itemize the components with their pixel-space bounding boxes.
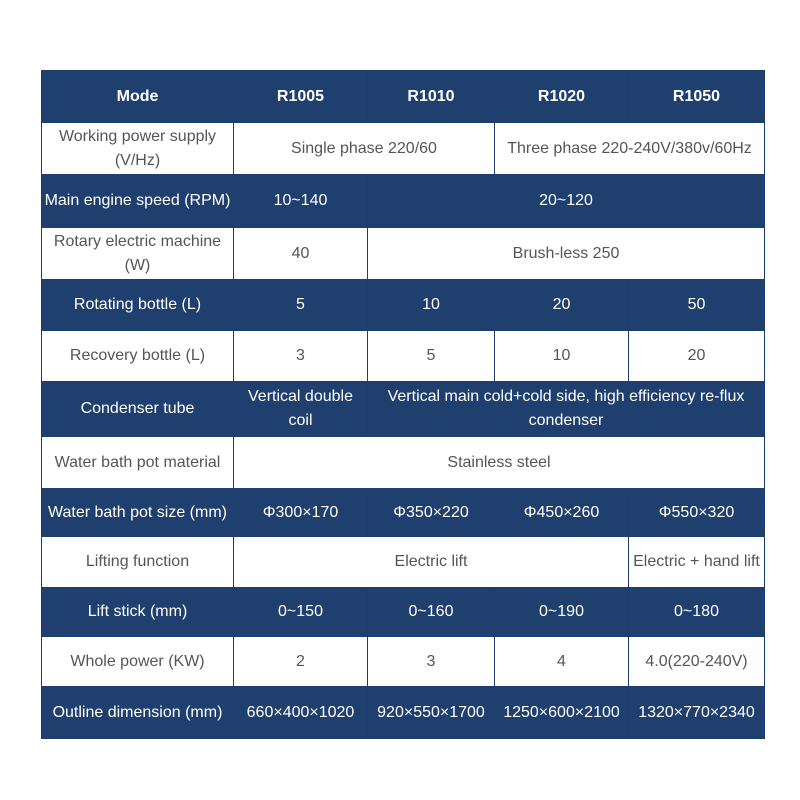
table-cell: 50	[629, 280, 765, 331]
table-cell: Vertical main cold+cold side, high efficiency re-flux condenser	[368, 382, 765, 437]
row-label: Outline dimension (mm)	[42, 687, 234, 739]
header-r1005: R1005	[234, 71, 368, 123]
table-row	[42, 175, 765, 228]
table-cell: 0~180	[629, 588, 765, 637]
table-cell: 10	[495, 331, 629, 382]
table-cell: Electric + hand lift	[629, 537, 765, 588]
table-cell: Brush-less 250	[368, 228, 765, 280]
row-label: Rotary electric machine (W)	[42, 228, 234, 280]
table-row	[42, 637, 765, 687]
table-cell: 1250×600×2100	[495, 687, 629, 739]
table-cell: 20	[495, 280, 629, 331]
row-label: Condenser tube	[42, 382, 234, 437]
table-cell: 4	[495, 637, 629, 687]
row-label: Recovery bottle (L)	[42, 331, 234, 382]
table-cell: Φ550×320	[629, 489, 765, 537]
table-cell: 920×550×1700	[368, 687, 495, 739]
table-row	[42, 228, 765, 280]
spec-table	[41, 70, 765, 739]
table-cell: Single phase 220/60	[234, 123, 495, 175]
table-cell: 40	[234, 228, 368, 280]
row-label: Working power supply (V/Hz)	[42, 123, 234, 175]
header-r1050: R1050	[629, 71, 765, 123]
header-row	[42, 71, 765, 123]
row-label: Rotating bottle (L)	[42, 280, 234, 331]
table-row	[42, 331, 765, 382]
table-cell: 20~120	[368, 175, 765, 228]
table-cell: 5	[368, 331, 495, 382]
table-cell: 10	[368, 280, 495, 331]
table-cell: 2	[234, 637, 368, 687]
table-cell: Φ350×220	[368, 489, 495, 537]
table-cell: Φ300×170	[234, 489, 368, 537]
table-cell: 660×400×1020	[234, 687, 368, 739]
table-cell: 0~160	[368, 588, 495, 637]
row-label: Main engine speed (RPM)	[42, 175, 234, 228]
table-row	[42, 123, 765, 175]
table-row	[42, 437, 765, 489]
row-label: Whole power (KW)	[42, 637, 234, 687]
table-row	[42, 537, 765, 588]
row-label: Lift stick (mm)	[42, 588, 234, 637]
row-label: Water bath pot material	[42, 437, 234, 489]
header-mode: Mode	[42, 71, 234, 123]
header-r1010: R1010	[368, 71, 495, 123]
table-cell: 0~190	[495, 588, 629, 637]
table-cell: Three phase 220-240V/380v/60Hz	[495, 123, 765, 175]
table-cell: Electric lift	[234, 537, 629, 588]
table-row	[42, 588, 765, 637]
table-row	[42, 382, 765, 437]
table-cell: 5	[234, 280, 368, 331]
table-row	[42, 489, 765, 537]
table-cell: 10~140	[234, 175, 368, 228]
row-label: Lifting function	[42, 537, 234, 588]
table-cell: 3	[234, 331, 368, 382]
table-cell: 4.0(220-240V)	[629, 637, 765, 687]
table-cell: Stainless steel	[234, 437, 765, 489]
row-label: Water bath pot size (mm)	[42, 489, 234, 537]
table-row	[42, 280, 765, 331]
table-cell: Φ450×260	[495, 489, 629, 537]
table-cell: 3	[368, 637, 495, 687]
table-cell: 20	[629, 331, 765, 382]
table-cell: 0~150	[234, 588, 368, 637]
table-cell: Vertical double coil	[234, 382, 368, 437]
table-cell: 1320×770×2340	[629, 687, 765, 739]
header-r1020: R1020	[495, 71, 629, 123]
table-row	[42, 687, 765, 739]
